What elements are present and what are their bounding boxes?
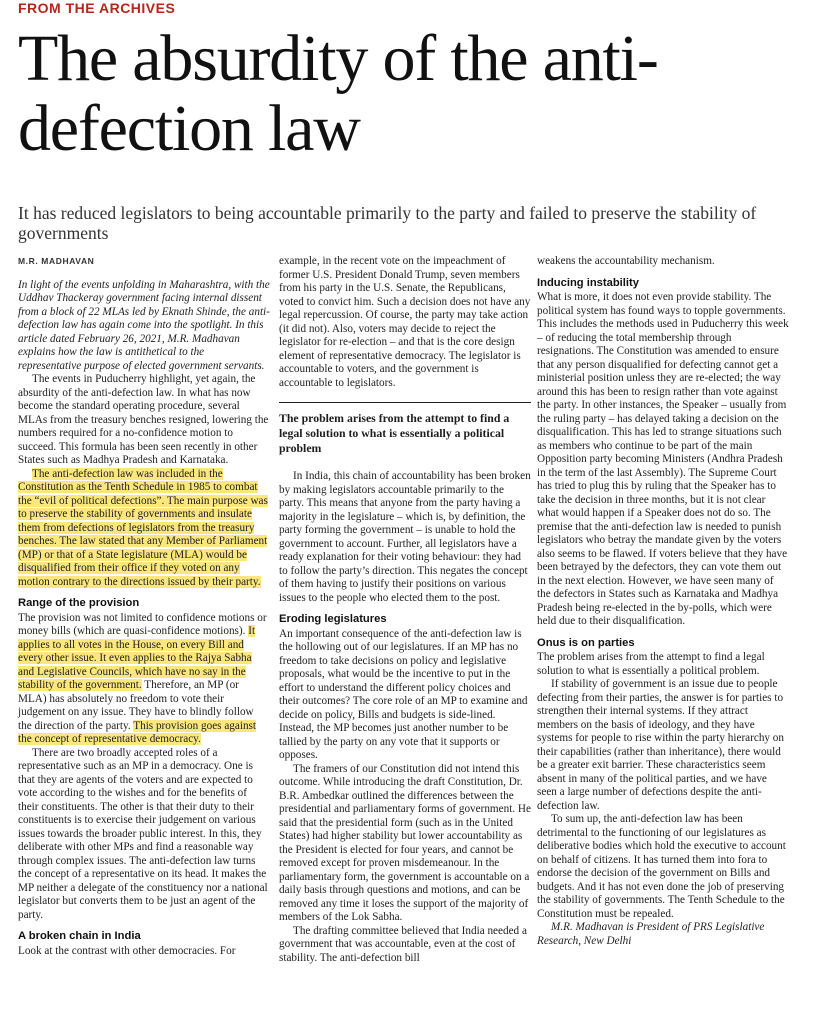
standfirst: It has reduced legislators to being accountable primarily to the party and failed to preserve the stability of governments: [18, 203, 757, 243]
subheading: Onus is on parties: [537, 636, 635, 649]
body-paragraph: In India, this chain of accountability has been broken by making legislators accountable primarily to the party. This means that anyone from the party having a majority in the legislature – which is, by definition, the party forming the government – is unable to hold the government to account. Further, all legislators have a ready explanation for their voting behaviour: they had to follow the party’s direction. This negates the concept of them having to justify their positions on various issues to the people who elected them to the post.: [279, 470, 531, 604]
subheading: Range of the provision: [18, 597, 140, 609]
body-paragraph: If stability of government is an issue due to people defecting from their parties, the answer is for parties to strengthen their internal systems. If they attract members on the basis of ideology, and they have systems for people to rise within the party hierarchy on their capabilities (rather than inheritance), there would be a greater exit barrier. These characteristics seem absent in many of the political parties, and we have seen a large number of defections despite the anti-defection law.: [537, 678, 784, 812]
highlighted-text: The anti-defection law was included in the Constitution as the Tenth Schedule in 1985 to combat the “evil of political defections”. The main purpose was to preserve the stability of governments and insulate them from defections of legislators from the treasury benches. The law stated that any Member of Parliament (MP) or that of a State legislature (MLA) would be disqualified from their office if they voted on any motion contrary to the directions issued by their party.: [18, 467, 268, 588]
author-signoff: M.R. Madhavan is President of PRS Legislative Research, New Delhi: [537, 921, 765, 947]
column-2: [279, 255, 531, 965]
body-paragraph: The framers of our Constitution did not intend this outcome. While introducing the draft Constitution, Dr. B.R. Ambedkar outlined the differences between the presidential and parliamentary forms of government. He said that the presidential form (such as in the United States) had higher stability but lower accountability as the President is elected for four years, and cannot be removed except for proven misdemeanour. In the parliamentary form, the government is accountable on a daily basis through questions and motions, and can be removed any time it loses the support of the majority of members of the Lok Sabha.: [279, 762, 531, 923]
body-paragraph: The events in Puducherry highlight, yet again, the absurdity of the anti-defection law. In what has now become the standard operating procedure, several MLAs from the treasury benches resigned, lowering the numbers required for a no-confidence motion to succeed. This formula has been seen recently in other States such as Madhya Pradesh and Karnataka.: [18, 373, 269, 466]
body-paragraph: An important consequence of the anti-defection law is the hollowing out of our legislatures. If an MP has no freedom to take decisions on policy and legislative proposals, what would be the incentive to put in the effort to understand the different policy choices and their outcomes? The core role of an MP to examine and decide on policy, Bills and budgets is side-lined. Instead, the MP becomes just another number to be tallied by the party on any vote that it supports or opposes.: [279, 627, 528, 761]
highlighted-text: It applies to all votes in the House, on every Bill and every other issue. It even applies to the Rajya Sabha and Legislative Councils, which have no say in the stability of the government.: [18, 625, 256, 691]
body-paragraph: Look at the contrast with other democracies. For: [18, 944, 236, 957]
byline: M.R. MADHAVAN: [18, 256, 95, 266]
headline: The absurdity of the anti-defection law: [18, 22, 658, 165]
intro-paragraph: In light of the events unfolding in Maharashtra, with the Uddhav Thackeray government facing internal dissent from a block of 22 MLAs led by Eknath Shinde, the anti-defection law has again come into the spotlight. In this article dated February 26, 2021, M.R. Madhavan explains how the law is antithetical to the representative purpose of elected government servants.: [18, 278, 270, 372]
body-paragraph: The drafting committee believed that India needed a government that was accountable, even at the cost of stability. The anti-defection bill: [279, 924, 527, 964]
body-paragraph: weakens the accountability mechanism.: [537, 255, 715, 267]
body-paragraph: What is more, it does not even provide stability. The political system has found ways to topple governments. This includes the methods used in Puducherry this week – of reducing the total membership through resignations. The Constitution was amended to ensure that any person disqualified for defecting cannot get a ministerial position unless they are re-elected; the way around this has been to resign rather than vote against the party. In other instances, the Speaker – usually from the ruling party – has delayed taking a decision on the disqualification. This has led to strange situations such as members who continue to be part of the main Opposition party becoming Ministers (Andhra Pradesh in the term of the last Assembly). The Supreme Court has tried to plug this by ruling that the Speaker has to take the decision in three months, but it is not clear what would happen if a Speaker does not do so. The premise that the anti-defection law is needed to punish legislators who betray the mandate given by the voters also seems to be flawed. If voters believe that they have been betrayed by the defectors, they can vote them out in the next election. However, we have seen many of the defectors in States such as Karnataka and Madhya Pradesh being re-elected in the by-polls, which were held due to their disqualification.: [537, 291, 789, 627]
column-1: [18, 255, 270, 958]
body-paragraph: [18, 612, 270, 747]
body-paragraph: [18, 468, 270, 590]
subheading: Eroding legislatures: [279, 613, 387, 625]
body-text: Therefore, an MP (or MLA) has absolutely no freedom to vote their judgement on any issue. They have to blindly follow the direction of the party.: [18, 679, 254, 732]
body-paragraph: There are two broadly accepted roles of a representative such as an MP in a democracy. One is that they are agents of the voters and are expected to vote according to the wishes and for the benefits of their constituents. The other is that their duty to their constituents is to exercise their judgement on various issues towards the broader public interest. In this, they deliberate with other MPs and find a reasonable way through complex issues. The anti-defection law turns the concept of a representative on its head. It makes the MP neither a delegate of the constituency nor a national legislator but converts them to be just an agent of the party.: [18, 746, 268, 921]
subheading: Inducing instability: [537, 276, 639, 289]
body-paragraph: example, in the recent vote on the impeachment of former U.S. President Donald Trump, seven members from his party in the U.S. Senate, the Republicans, voted to convict him. Such a decision does not have any legal repercussion. Of course, the party may take action (it did not). Also, voters may decide to reject the legislator for re-election – and that is the core design element of representative democracy. The legislator is accountable to voters, and the government is accountable to legislators.: [279, 255, 531, 389]
body-paragraph: The problem arises from the attempt to find a legal solution to what is essentially a political problem.: [537, 651, 765, 677]
highlighted-text: This provision goes against the concept of representative democracy.: [18, 719, 257, 745]
pull-quote: The problem arises from the attempt to find a legal solution to what is essentially a political problem: [279, 402, 531, 456]
body-paragraph: To sum up, the anti-defection law has been detrimental to the functioning of our legislatures as deliberative bodies which hold the executive to account on behalf of citizens. It has turned them into fora to endorse the decision of the government on Bills and budgets. And it has not even done the job of preserving the stability of governments. The Tenth Schedule to the Constitution must be repealed.: [537, 813, 786, 920]
column-3: [537, 255, 789, 948]
section-kicker: FROM THE ARCHIVES: [18, 0, 176, 16]
subheading: A broken chain in India: [18, 930, 141, 942]
body-text: The provision was not limited to confidence motions or money bills (which are quasi-confidence motions).: [18, 611, 267, 637]
